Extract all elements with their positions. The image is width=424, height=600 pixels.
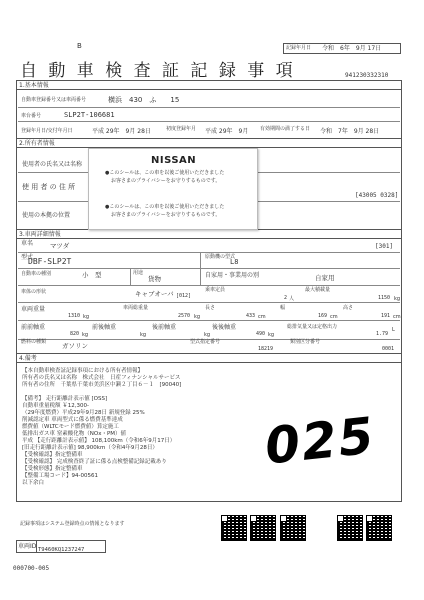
- class-value: 0001: [382, 346, 395, 352]
- gross-value: 2570: [178, 313, 191, 319]
- remark-line: 低排出ガス車 窒素酸化物（NOx・PM）値: [22, 431, 127, 437]
- qr-corner: [280, 515, 287, 522]
- maker-code: [301]: [375, 243, 394, 250]
- remark-line: 燃費値（WLTCモード燃費値）算定施工: [22, 424, 119, 430]
- rear-rear-axle-unit: kg: [268, 332, 275, 338]
- chassis-label: 車台番号: [21, 113, 42, 119]
- displacement-value: 1.79: [376, 331, 389, 337]
- owner-label: 使用者の氏名又は名称: [22, 161, 83, 168]
- load-value: 1150: [378, 295, 391, 301]
- width-value: 169: [318, 313, 328, 319]
- fuel-value: ガソリン: [62, 342, 88, 350]
- remark-line: （29年度燃費）平成29年9月28日 新規登録 25%: [22, 410, 145, 416]
- qr-corner: [221, 515, 228, 522]
- form-number: 000700-005: [13, 565, 50, 572]
- remark-line: [旧走行距離計表示値] 98,900km（令和4年9月28日）: [22, 445, 158, 451]
- remark-line: 所有者の住所 千葉県千葉市美浜区中瀬２丁目６－１ [90040]: [22, 382, 182, 388]
- document-number: 941230332310: [345, 72, 389, 79]
- body-value: キャブオーバ: [135, 290, 174, 298]
- divider: [18, 302, 400, 303]
- divider: [18, 320, 400, 321]
- section1-heading: 1.基本情報: [19, 82, 49, 89]
- kind-value: 小 型: [82, 271, 102, 279]
- length-label: 長さ: [205, 305, 216, 311]
- remark-line: 【受検形態】指定整備車: [22, 466, 83, 472]
- remark-line: 平成 【走行距離計表示値】 108,100km（令和6年9月17日）: [22, 438, 176, 444]
- user-ref-code: [43005 0328]: [355, 192, 399, 199]
- remark-line: 【受検確認】指定整備車: [22, 452, 83, 458]
- remark-line: 【備考】 走行距離計表示値 [OSS]: [22, 396, 108, 402]
- use-label: 用途: [133, 270, 144, 276]
- sticker-line: お客さまのプライバシーをお守りするものです。: [111, 178, 221, 184]
- rear-rear-axle-value: 490: [256, 331, 266, 337]
- front-rear-axle-label: 前後軸重: [92, 324, 117, 331]
- section3-heading: 3.車両詳細情報: [19, 231, 61, 238]
- reg-value: 横浜 430 ふ 15: [108, 96, 180, 104]
- width-unit: cm: [330, 314, 338, 320]
- user-address-label: 使 用 者 の 住 所: [22, 183, 76, 191]
- divider: [16, 362, 402, 363]
- class-label: 類別区分番号: [290, 339, 321, 345]
- divider: [16, 238, 402, 239]
- load-label: 最大積載量: [305, 287, 331, 293]
- capacity-unit: 人: [289, 296, 295, 302]
- gross-unit: kg: [194, 314, 201, 320]
- divider: [16, 89, 402, 90]
- displacement-label: 総排気量又は定格出力: [287, 324, 338, 330]
- weight-label: 車両重量: [21, 306, 46, 313]
- vehicle-id-value: T9460KQ1237247: [38, 547, 85, 553]
- reg-label: 自動車登録番号又は車両番号: [21, 97, 87, 103]
- nissan-logo: NISSAN: [151, 155, 197, 166]
- cat-value: 18219: [258, 346, 274, 352]
- remark-line: 削減認定車 車両型式に係る燃費基準達成: [22, 417, 123, 423]
- handwritten-number: 025: [262, 406, 379, 476]
- remark-line: 【受検確認】 完成検査終了証に係る点検整備記録記載あり: [22, 459, 167, 465]
- engine-label: 原動機の型式: [205, 254, 236, 260]
- qr-corner: [337, 515, 344, 522]
- first-reg-label: 登録年月日/交付年月日: [21, 128, 73, 134]
- privacy-sticker: [88, 148, 258, 230]
- first-year-label: 初度登録年月: [166, 126, 197, 132]
- sticker-line: ●このシールは、この車を以後ご使用いただきました: [105, 204, 225, 210]
- engine-value: L8: [230, 258, 239, 266]
- length-value: 433: [246, 313, 256, 319]
- height-value: 191: [381, 313, 391, 319]
- divider: [18, 268, 400, 269]
- gross-label: 車両総重量: [123, 305, 149, 311]
- sticker-line: ●このシールは、この車を以後ご使用いただきました: [105, 170, 225, 176]
- divider: [16, 353, 402, 354]
- sticker-line: お客さまのプライバシーをお守りするものです。: [111, 212, 221, 218]
- fuel-label: 燃料の種類: [21, 339, 47, 345]
- divider: [200, 252, 201, 268]
- front-rear-axle-unit: kg: [140, 332, 147, 338]
- base-location-label: 使用の本拠の位置: [22, 212, 71, 219]
- divider: [18, 285, 400, 286]
- footer-notice: 記録事項はシステム登録時点の情報となります: [20, 521, 125, 527]
- rear-front-axle-label: 後前軸重: [152, 324, 177, 331]
- model-value: DBF-SLP2T: [28, 257, 72, 266]
- section2-heading: 2.所有者情報: [19, 140, 55, 147]
- body-code: [012]: [176, 293, 192, 299]
- front-front-axle-unit: kg: [82, 332, 89, 338]
- rear-rear-axle-label: 後後軸重: [212, 324, 237, 331]
- remark-line: 自動車重量税額 ￥12,300-: [22, 403, 89, 409]
- divider: [200, 268, 201, 285]
- vehicle-id-label: 車両ID: [18, 543, 37, 550]
- purpose-label: 自家用・事業用の別: [205, 272, 260, 279]
- front-front-axle-label: 前前軸重: [21, 324, 46, 331]
- purpose-value: 自家用: [315, 274, 335, 282]
- remark-line: 以下余白: [22, 480, 45, 486]
- displacement-unit: L: [392, 327, 395, 333]
- use-value: 貨物: [148, 275, 161, 283]
- height-label: 高さ: [343, 305, 354, 311]
- remark-line: 【整備工場コード】94-00561: [22, 473, 98, 479]
- mark-b: B: [77, 42, 82, 50]
- first-reg-value: 平成 29年 9月 28日: [92, 128, 151, 135]
- capacity-value: 2: [284, 295, 288, 301]
- body-label: 車体の形状: [21, 289, 47, 295]
- document-title: 自 動 車 検 査 証 記 録 事 項: [20, 61, 296, 81]
- cat-label: 型式指定番号: [190, 339, 221, 345]
- expiry-value: 令和 7年 9月 28日: [320, 128, 380, 135]
- length-unit: cm: [258, 314, 266, 320]
- divider: [18, 107, 400, 108]
- front-front-axle-value: 820: [70, 331, 80, 337]
- qr-corner: [366, 515, 373, 522]
- issue-date-value: 令和 6年 9月 17日: [322, 45, 382, 52]
- width-label: 幅: [280, 305, 286, 311]
- height-unit: cm: [393, 314, 401, 320]
- model-label: 型式: [21, 254, 34, 261]
- kind-label: 自動車の種別: [21, 271, 52, 277]
- load-unit: kg: [394, 296, 401, 302]
- divider: [130, 268, 131, 285]
- divider: [18, 252, 400, 253]
- capacity-label: 乗車定員: [205, 287, 226, 293]
- expiry-label: 有効期間の満了する日: [260, 126, 311, 132]
- chassis-value: SLP2T-106681: [64, 111, 115, 119]
- rear-front-axle-unit: kg: [204, 332, 211, 338]
- weight-value: 1310: [68, 313, 81, 319]
- divider: [16, 138, 402, 139]
- divider: [18, 121, 400, 122]
- maker-label: 車名: [21, 240, 34, 247]
- qr-corner: [250, 515, 257, 522]
- maker-value: マツダ: [50, 242, 70, 250]
- section4-heading: 4.備考: [19, 355, 37, 362]
- first-year-value: 平成 29年 9月: [205, 128, 249, 135]
- remark-line: 【本自動車検査証記録事項における所有者情報】: [22, 368, 144, 374]
- issue-date-label: 記録年月日: [286, 45, 312, 51]
- weight-unit: kg: [83, 314, 90, 320]
- remark-line: 所有者の氏名又は名称 株式会社 日産フィナンシャルサービス: [22, 375, 181, 381]
